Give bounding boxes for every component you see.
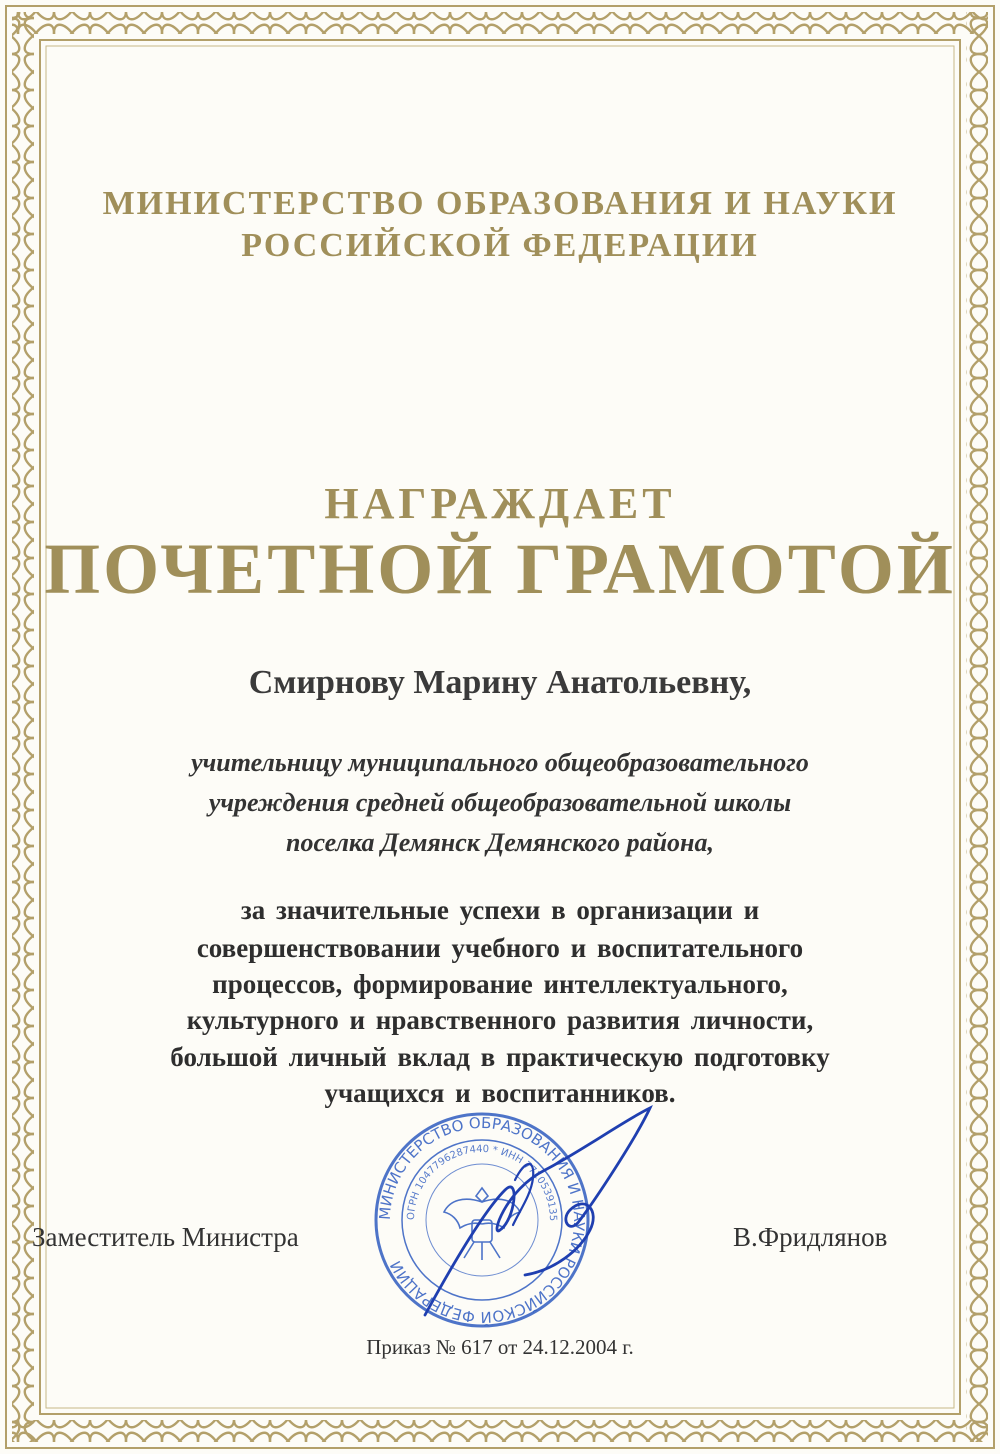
award-verb: НАГРАЖДАЕТ <box>324 479 676 528</box>
recipient-position-line: учительницу муниципального общеобразовательного <box>191 748 809 777</box>
seal-outer-text: МИНИСТЕРСТВО ОБРАЗОВАНИЯ И НАУКИ РОССИЙСКОЙ ФЕДЕРАЦИИ <box>375 1113 589 1327</box>
reason-line: за значительные успехи в организации и <box>240 895 760 925</box>
ministry-name-line1: МИНИСТЕРСТВО ОБРАЗОВАНИЯ И НАУКИ <box>102 185 898 222</box>
handwritten-signature <box>395 1100 675 1330</box>
reason-line: учащихся и воспитанников. <box>324 1078 676 1108</box>
signatory-name: В.Фридлянов <box>733 1222 888 1252</box>
recipient-name: Смирнову Марину Анатольевну, <box>248 664 752 701</box>
award-title: ПОЧЕТНОЙ ГРАМОТОЙ <box>44 529 956 609</box>
order-reference: Приказ № 617 от 24.12.2004 г. <box>366 1335 634 1359</box>
reason-line: совершенствовании учебного и воспитательного <box>196 933 804 963</box>
signatory-title: Заместитель Министра <box>32 1222 299 1252</box>
recipient-position-line: поселка Демянск Демянского района, <box>286 828 714 857</box>
seal-inner-text: ОГРН 1047796287440 * ИНН 7710539135 <box>405 1143 559 1222</box>
reason-line: большой личный вклад в практическую подготовку <box>170 1042 830 1072</box>
ministry-name-line2: РОССИЙСКОЙ ФЕДЕРАЦИИ <box>241 227 759 264</box>
recipient-position-line: учреждения средней общеобразовательной школы <box>208 788 792 817</box>
reason-line: культурного и нравственного развития личности, <box>186 1005 814 1035</box>
reason-line: процессов, формирование интеллектуального, <box>212 969 788 999</box>
